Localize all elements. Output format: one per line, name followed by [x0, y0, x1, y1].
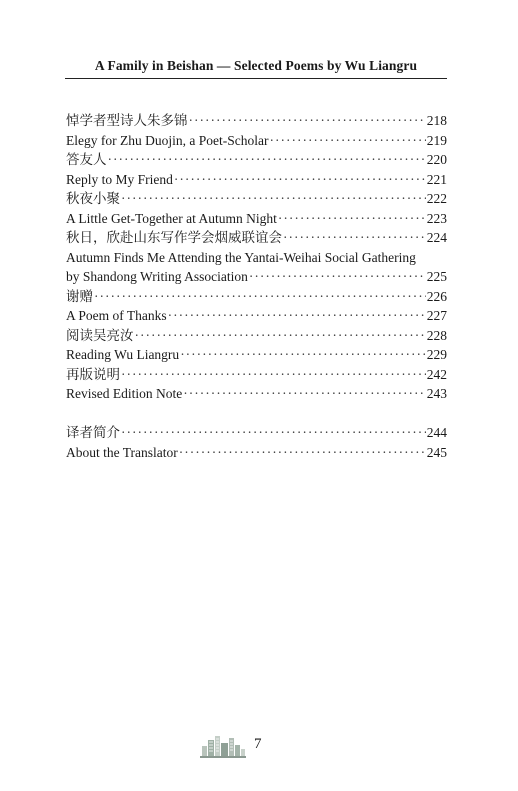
toc-entry-title: 译者简介 [66, 425, 120, 440]
toc-entry-first-line[interactable] [66, 248, 447, 268]
toc-entry[interactable] [66, 306, 447, 326]
toc-entry-page: 221 [426, 171, 447, 187]
toc-entry-page: 222 [426, 191, 447, 206]
toc-entry-page: 219 [426, 132, 447, 148]
toc-entry-title: 阅读吴亮汝 [66, 327, 134, 343]
toc-entry-title: Reply to My Friend [66, 171, 173, 187]
toc-entry-title: About the Translator [66, 444, 178, 460]
toc-entry-page: 226 [426, 288, 447, 304]
toc-entry[interactable] [66, 443, 447, 463]
toc-entry[interactable] [66, 228, 447, 248]
toc-entry-title: Elegy for Zhu Duojin, a Poet-Scholar [66, 132, 269, 148]
toc-entry-title: A Little Get-Together at Autumn Night [66, 210, 277, 226]
toc-entry-page: 224 [426, 230, 447, 245]
toc-entry-title: by Shandong Writing Association [66, 269, 248, 284]
toc-entry-title: Reading Wu Liangru [66, 347, 180, 362]
running-header: A Family in Beishan — Selected Poems by Wu Liangru [94, 58, 418, 73]
dot-leader [269, 131, 425, 151]
toc-entry[interactable] [66, 345, 447, 365]
dot-leader [121, 189, 426, 209]
toc-entry-title: Autumn Finds Me Attending the Yantai-Weihai Social Gathering [66, 249, 416, 265]
toc-entry[interactable] [66, 267, 447, 287]
city-skyline-icon [200, 734, 246, 760]
toc-entry-title: 秋日，欣赴山东写作学会烟威联谊会 [66, 230, 282, 245]
dot-leader [283, 228, 426, 248]
toc-entry[interactable] [66, 326, 447, 346]
header-rule [65, 78, 447, 79]
toc-entry-title: Revised Edition Note [66, 386, 183, 401]
toc-entry-title: A Poem of Thanks [66, 308, 167, 323]
toc-entry[interactable] [66, 111, 447, 131]
dot-leader [108, 150, 426, 170]
toc-entry-title: 秋夜小聚 [66, 191, 120, 206]
toc-entry[interactable] [66, 365, 447, 385]
toc-entry-title: 答友人 [66, 152, 107, 167]
dot-leader [94, 287, 426, 307]
toc-entry-title: 再版说明 [66, 366, 120, 382]
dot-leader [121, 365, 426, 385]
toc-entry-page: 225 [426, 269, 447, 284]
dot-leader [135, 326, 426, 346]
toc-entry[interactable] [66, 131, 447, 151]
toc-entry[interactable] [66, 423, 447, 443]
toc-entry-page: 228 [426, 327, 447, 343]
dot-leader [121, 423, 426, 443]
toc-entry-title: 谢赠 [66, 288, 93, 304]
toc-entry-title: 悼学者型诗人朱多锦 [66, 113, 188, 128]
toc-entry[interactable] [66, 287, 447, 307]
dot-leader [179, 443, 426, 463]
page-number: 7 [254, 736, 262, 752]
toc-entry-page: 243 [426, 386, 447, 401]
toc-entry-page: 245 [426, 444, 447, 460]
toc-entry[interactable] [66, 189, 447, 209]
dot-leader [189, 111, 426, 131]
toc-entry[interactable] [66, 170, 447, 190]
dot-leader [180, 345, 426, 365]
toc-entry-page: 218 [426, 113, 447, 128]
dot-leader [183, 384, 426, 404]
toc-entry-page: 220 [426, 152, 447, 167]
dot-leader [278, 209, 426, 229]
toc-entry-page: 244 [426, 425, 447, 440]
dot-leader [249, 267, 426, 287]
dot-leader [168, 306, 426, 326]
dot-leader [174, 170, 426, 190]
toc-entry-page: 229 [426, 347, 447, 362]
table-of-contents [66, 111, 447, 462]
toc-entry[interactable] [66, 150, 447, 170]
toc-entry[interactable] [66, 384, 447, 404]
toc-entry-page: 223 [426, 210, 447, 226]
toc-entry-page: 227 [426, 308, 447, 323]
toc-entry[interactable] [66, 209, 447, 229]
section-gap [66, 404, 447, 424]
toc-entry-page: 242 [426, 366, 447, 382]
